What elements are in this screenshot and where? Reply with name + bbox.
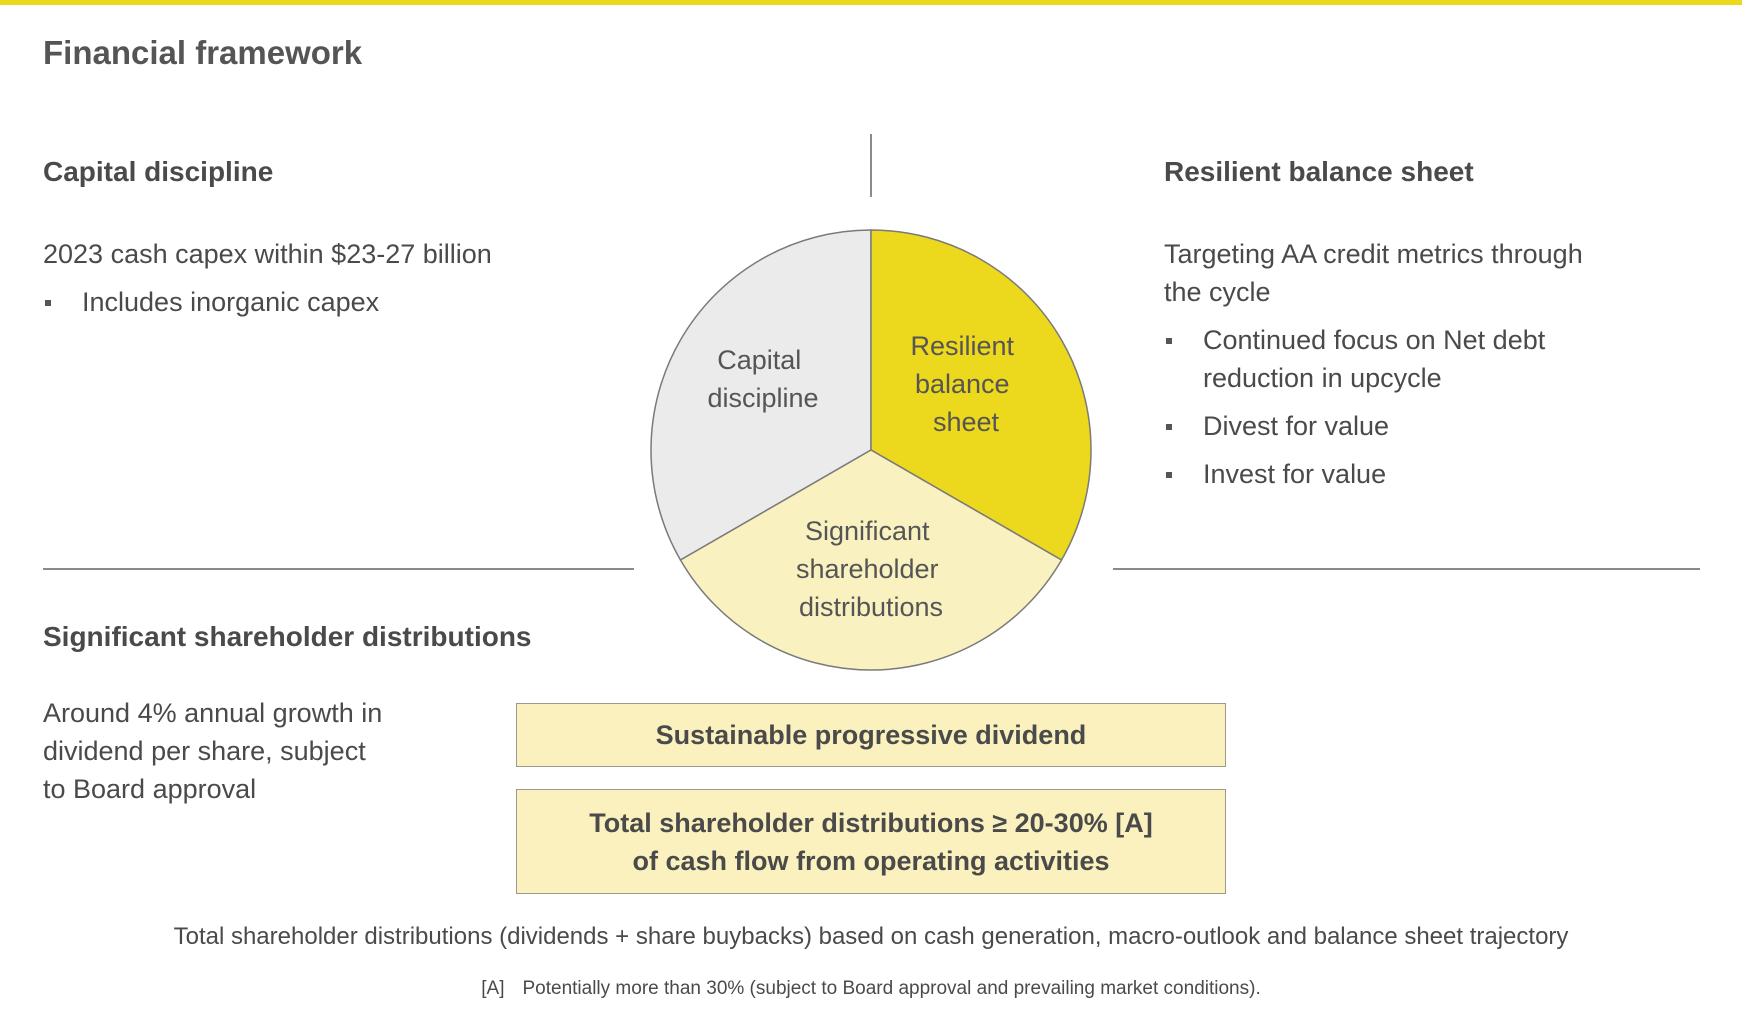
shareholder-distributions-heading: Significant shareholder distributions xyxy=(43,621,532,652)
total-distributions-line-2: of cash flow from operating activities xyxy=(632,845,1110,876)
total-distributions-box xyxy=(516,789,1226,894)
pie-label-shareholder-distributions: Significant shareholder distributions xyxy=(795,516,944,622)
page-title: Financial framework xyxy=(43,34,363,71)
bullet-item: Includes inorganic capex xyxy=(43,283,563,321)
pie-label-capital-discipline: Capital discipline xyxy=(707,345,819,413)
sustainable-dividend-label: Sustainable progressive dividend xyxy=(655,720,1087,750)
shareholder-distributions-text: Around 4% annual growth in dividend per share, subject to Board approval xyxy=(43,698,383,804)
resilient-balance-sheet-heading: Resilient balance sheet xyxy=(1164,156,1474,187)
footnote-main: Total shareholder distributions (dividends + share buybacks) based on cash generation, macro-outlook and balance sheet trajectory xyxy=(173,923,1569,950)
bullet-item: Continued focus on Net debt reduction in upcycle xyxy=(1164,321,1663,397)
capital-discipline-text: 2023 cash capex within $23-27 billion xyxy=(43,239,492,269)
footnote-a-tag: [A] xyxy=(481,978,505,999)
bullet-item: Divest for value xyxy=(1164,407,1684,445)
capital-discipline-heading: Capital discipline xyxy=(43,156,274,187)
footnote-a-text: Potentially more than 30% (subject to Board approval and prevailing market conditions). xyxy=(522,978,1261,999)
sustainable-dividend-box xyxy=(516,703,1226,767)
pie-label-resilient-balance-sheet: Resilient balance sheet xyxy=(910,331,1015,437)
bullet-item: Invest for value xyxy=(1164,455,1684,493)
footnote-a xyxy=(0,978,1742,1000)
resilient-balance-sheet-text: Targeting AA credit metrics through the cycle xyxy=(1164,239,1583,307)
total-distributions-text xyxy=(589,804,1152,880)
total-distributions-line-1: Total shareholder distributions ≥ 20-30% [A] xyxy=(589,807,1153,838)
